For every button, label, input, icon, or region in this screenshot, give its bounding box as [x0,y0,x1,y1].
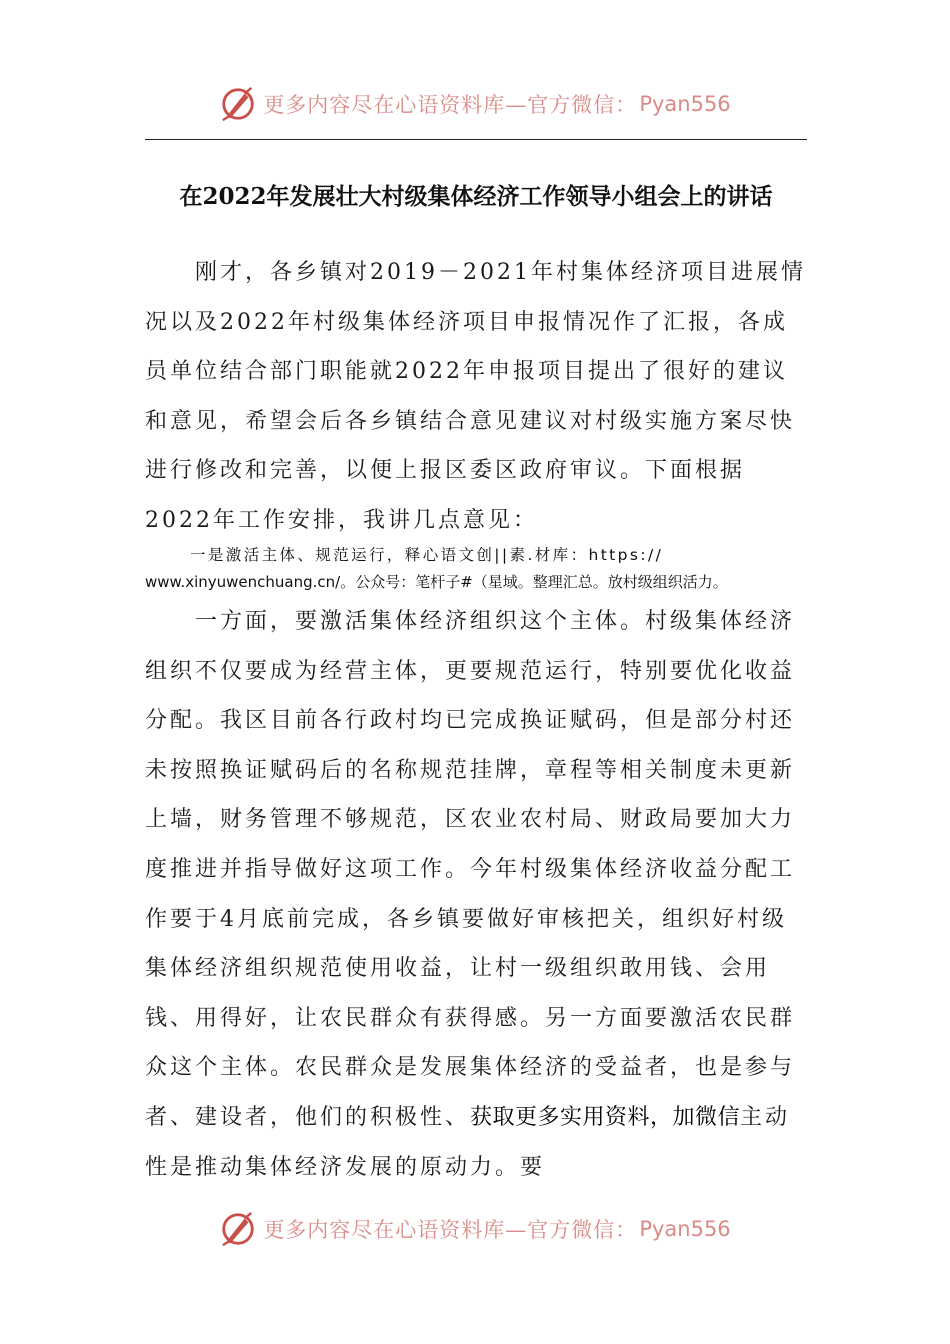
inline-ad-text: 获取更多实用资料，加微信 [470,1104,741,1130]
header-banner-wechat-id: Pyan556 [639,92,731,116]
document-title: 在2022年发展壮大村级集体经济工作领导小组会上的讲话 [179,183,773,210]
quill-pen-logo-icon [219,85,257,123]
footer-banner-text: 更多内容尽在心语资料库—官方微信： [263,1218,638,1242]
header-banner-text: 更多内容尽在心语资料库—官方微信： [263,93,638,117]
quill-pen-logo-icon [219,1210,257,1248]
note-line-2: www.xinyuwenchuang.cn/。公众号：笔杆子#（星域。整理汇总。放村级组织活力。 [145,573,728,591]
header-divider [145,139,807,140]
header-banner [0,84,950,124]
inserted-note [145,542,807,596]
paragraph-activate-subjects [145,597,807,1192]
footer-banner [0,1209,950,1249]
paragraph-3-end: 主动性是推动集体经济发展的原动力。要 [145,1104,791,1180]
footer-banner-wechat-id: Pyan556 [639,1217,731,1241]
paragraph-intro: 刚才，各乡镇对2019－2021年村集体经济项目进展情况以及2022年村级集体经济项目申报情况作了汇报，各成员单位结合部门职能就2022年申报项目提出了很好的建议和意见，希望会后各乡镇结合意见建议对村级实施方案尽快进行修改和完善，以便上报区委区政府审议。下面根据2022年工作安排，我讲几点意见： [145,260,806,533]
paragraph-3-text: 一方面，要激活集体经济组织这个主体。村级集体经济组织不仅要成为经营主体，更要规范运行，特别要优化收益分配。我区目前各行政村均已完成换证赋码，但是部分村还未按照换证赋码后的名称规范挂牌，章程等相关制度未更新上墙，财务管理不够规范，区农业农村局、财政局要加大力度推进并指导做好这项工作。今年村级集体经济收益分配工作要于4月底前完成，各乡镇要做好审核把关，组织好村级集体经济组织规范使用收益，让村一级组织敢用钱、会用钱、用得好，让农民群众有获得感。另一方面要激活农民群众这个主体。农民群众是发展集体经济的受益者，也是参与者、建设者，他们的积极性、 [145,609,796,1130]
note-line-1: 一是激活主体、规范运行，释心语文创||素.材库：https:// [190,546,664,564]
